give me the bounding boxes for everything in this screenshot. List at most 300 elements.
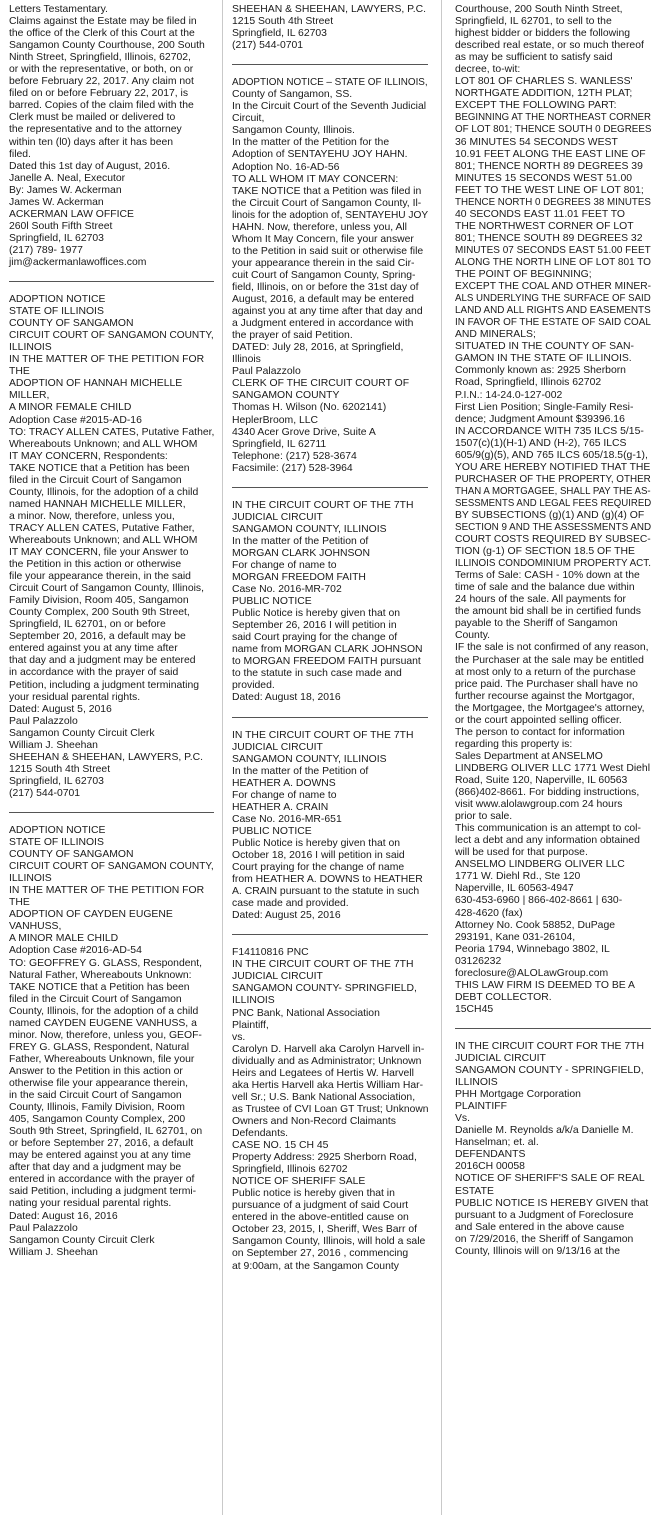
notice-line: August, 2016, a default may be entered <box>232 294 414 306</box>
notice-line: SANGAMON COUNTY- SPRINGFIELD, <box>232 983 417 995</box>
notice-line: PUBLIC NOTICE <box>232 596 312 608</box>
notice-line: named CAYDEN EUGENE VANHUSS, a <box>9 1017 197 1029</box>
notice-line: OF LOT 801; THENCE SOUTH 0 DEGREES <box>455 124 652 136</box>
notice-line: Dated: August 5, 2016 <box>9 703 112 715</box>
notice-line: 1771 W. Diehl Rd., Ste 120 <box>455 871 581 883</box>
notice-line: dence; Judgment Amount $39396.16 <box>455 413 625 425</box>
notice-line: 1215 South 4th Street <box>9 763 111 775</box>
notice-line: will be used for that purpose. <box>455 847 588 859</box>
notice-line: payable to the Sheriff of Sangamon <box>455 618 618 630</box>
notice-line: Sangamon County Courthouse, 200 South <box>9 40 205 52</box>
notice-line: 2016CH 00058 <box>455 1161 525 1173</box>
notice-line: Springfield, IL 62703 <box>232 28 327 40</box>
notice-line: cuit Court of Sangamon County, Spring- <box>232 269 416 281</box>
notice-line: A MINOR FEMALE CHILD <box>9 402 132 414</box>
notice-line: in the said Circuit Court of Sangamon <box>9 1090 182 1102</box>
notice-line: Facsimile: (217) 528-3964 <box>232 462 353 474</box>
notice-line: named HANNAH MICHELLE MILLER, <box>9 498 186 510</box>
notice-line: PUBLIC NOTICE IS HEREBY GIVEN that <box>455 1197 649 1209</box>
notice-line: ESTATE <box>455 1185 494 1197</box>
notice-line: ALONG THE NORTH LINE OF LOT 801 TO <box>455 256 651 268</box>
notice-line: MILLER, <box>9 390 50 402</box>
notice-line: William J. Sheehan <box>9 1246 98 1258</box>
notice-line: Whereabouts Unknown; and ALL WHOM <box>9 534 198 546</box>
notice-line: pursuant to a Judgment of Foreclosure <box>455 1209 634 1221</box>
notice-line: as may be sufficient to satisfy said <box>455 52 613 64</box>
notice-line: By: James W. Ackerman <box>9 184 122 196</box>
notice-line: or the court appointed selling officer. <box>455 714 622 726</box>
notice-line: 605/9(g)(5), AND 765 ILCS 605/18.5(g-1), <box>455 449 648 461</box>
notice-separator <box>9 281 214 282</box>
notice-line: the amount bid shall be in certified funds <box>455 606 641 618</box>
notice-line: within ten (l0) days after it has been <box>9 136 174 148</box>
notice-line: County Complex, 200 South 9th Street, <box>9 607 190 619</box>
notice-line: or before September 27, 2016, a default <box>9 1138 194 1150</box>
notice-line: A. CRAIN pursuant to the statute in such <box>232 886 420 898</box>
notice-line: County, Illinois will on 9/13/16 at the <box>455 1245 620 1257</box>
notice-separator <box>455 1028 651 1029</box>
notice-line: STATE OF ILLINOIS <box>9 837 104 849</box>
notice-line: described real estate, or so much thereof <box>455 40 644 52</box>
notice-line: LAND AND ALL RIGHTS AND EASEMENTS <box>455 305 651 317</box>
notice-line: Clerk must be mailed or delivered to <box>9 112 176 124</box>
notice-line: HAHN. Now, therefore, unless you, All <box>232 221 407 233</box>
notice-line: aka Hertis Harvell aka Hertis William Har- <box>232 1079 424 1091</box>
notice-line: 10.91 FEET ALONG THE EAST LINE OF <box>455 148 646 160</box>
notice-line: Public notice is hereby given that in <box>232 1188 395 1200</box>
notice-line: Road, Springfield, Illinois 62702 <box>455 377 602 389</box>
legal-notice <box>9 294 214 800</box>
notice-line: Court praying for the change of name <box>232 862 405 874</box>
legal-notice <box>232 730 428 923</box>
notice-line: nating your residual parental rights. <box>9 1198 172 1210</box>
notice-line: vs. <box>232 1031 246 1043</box>
notice-line: Answer to the Petition in this action or <box>9 1065 183 1077</box>
notice-line: that day and a judgment may be entered <box>9 655 196 667</box>
notice-line: 03126232 <box>455 955 502 967</box>
notice-line: linois for the adoption of, SENTAYEHU JOY <box>232 209 429 221</box>
notice-line: entered against you at any time after <box>9 643 178 655</box>
notice-line: pursuance of a judgment of said Court <box>232 1200 409 1212</box>
notice-line: Public Notice is hereby given that on <box>232 608 401 620</box>
notice-line: Springfield, IL 62711 <box>232 438 327 450</box>
notice-line: DEFENDANTS <box>455 1149 526 1161</box>
notice-line: IN FAVOR OF THE ESTATE OF SAID COAL <box>455 317 651 329</box>
notice-line: 428-4620 (fax) <box>455 907 523 919</box>
notice-line: SITUATED IN THE COUNTY OF SAN- <box>455 341 634 353</box>
notice-line: In the matter of the Petition of <box>232 765 369 777</box>
notice-line: ILLINOIS <box>455 1077 498 1089</box>
notice-line: Naperville, IL 60563-4947 <box>455 883 574 895</box>
notice-line: Springfield, IL 62701, to sell to the <box>455 16 612 28</box>
notice-line: MORGAN FREEDOM FAITH <box>232 572 366 584</box>
notice-line: SECTION 9 AND THE ASSESSMENTS AND <box>455 522 652 534</box>
notice-line: at most only to a return of the purchase <box>455 666 636 678</box>
notice-line: Owners and Non-Record Claimants <box>232 1115 397 1127</box>
notice-line: file your appearance therein, in the said <box>9 571 191 583</box>
notice-line: (866)402-8661. For bidding instructions, <box>455 787 640 799</box>
notice-line: prior to sale. <box>455 811 513 823</box>
notice-line: (217) 544-0701 <box>232 40 304 52</box>
notice-separator <box>9 812 214 813</box>
legal-notice <box>9 825 214 1259</box>
notice-line: your residual parental rights. <box>9 691 141 703</box>
notice-line: ADOPTION NOTICE – STATE OF ILLINOIS, <box>232 77 428 89</box>
notice-line: filed on or before February 22, 2017, is <box>9 88 189 100</box>
notice-line: County, Illinois, for the adoption of a child <box>9 1005 199 1017</box>
notice-line: NORTHGATE ADDITION, 12TH PLAT; <box>455 88 633 100</box>
notice-line: Defendants. <box>232 1127 289 1139</box>
notice-line: 801; THENCE SOUTH 89 DEGREES 32 <box>455 232 643 244</box>
notice-line: THE POINT OF BEGINNING; <box>455 269 592 281</box>
notice-line: Whereabouts Unknown; and ALL WHOM <box>9 438 198 450</box>
notice-line: said Petition, including a judgment termi- <box>9 1186 197 1198</box>
notice-line: entered in accordance with the prayer of <box>9 1174 195 1186</box>
notice-line: may be entered against you at any time <box>9 1150 191 1162</box>
notice-line: SHEEHAN & SHEEHAN, LAWYERS, P.C. <box>232 4 427 15</box>
notice-line: 801; THENCE NORTH 89 DEGREES 39 <box>455 160 643 172</box>
notice-line: ADOPTION OF CAYDEN EUGENE <box>9 909 173 921</box>
notice-line: VANHUSS, <box>9 921 62 933</box>
notice-line: F14110816 PNC <box>232 947 309 959</box>
notice-line: CLERK OF THE CIRCUIT COURT OF <box>232 378 410 390</box>
notice-line: NOTICE OF SHERIFF'S SALE OF REAL <box>455 1173 645 1185</box>
notice-line: JUDICIAL CIRCUIT <box>455 1052 546 1064</box>
notice-line: EXCEPT THE COAL AND OTHER MINER- <box>455 281 652 293</box>
notice-line: Attorney No. Cook 58852, DuPage <box>455 919 615 931</box>
notice-line: Thomas H. Wilson (No. 6202141) <box>232 402 387 414</box>
notice-line: James W. Ackerman <box>9 196 104 208</box>
notice-line: THE <box>9 366 30 378</box>
notice-line: September 20, 2016, a default may be <box>9 631 186 643</box>
notice-line: regarding this property is: <box>455 738 573 750</box>
notice-line: In the matter of the Petition for the <box>232 137 390 149</box>
notice-line: TO: TRACY ALLEN CATES, Putative Father, <box>9 426 215 438</box>
notice-line: ALS UNDERLYING THE SURFACE OF SAID <box>455 293 651 305</box>
notice-line: County. <box>455 630 491 642</box>
notice-line: Sangamon County Circuit Clerk <box>9 727 155 739</box>
notice-line: MINUTES 15 SECONDS WEST 51.00 <box>455 172 633 184</box>
notice-line: Public Notice is hereby given that on <box>232 837 401 849</box>
notice-line: Father, Whereabouts Unknown, file your <box>9 1053 195 1065</box>
notice-line: Sangamon County Circuit Clerk <box>9 1234 155 1246</box>
notice-line: name from MORGAN CLARK JOHNSON <box>232 644 423 656</box>
notice-line: jim@ackermanlawoffices.com <box>9 256 147 268</box>
notice-line: field, Illinois, on or before the 31st day of <box>232 281 419 293</box>
notice-line: Adoption Case #2015-AD-16 <box>9 414 142 426</box>
notice-line: to the Petition in said suit or otherwise file <box>232 245 424 257</box>
notice-line: ILLINOIS <box>232 995 275 1007</box>
notice-line: highest bidder or bidders the following <box>455 28 631 40</box>
notice-line: visit www.alolawgroup.com 24 hours <box>455 799 623 811</box>
notice-line: THE <box>9 897 30 909</box>
notice-line: THE NORTHWEST CORNER OF LOT <box>455 220 634 232</box>
notice-line: 40 SECONDS EAST 11.01 FEET TO <box>455 208 625 220</box>
notice-line: SANGAMON COUNTY, ILLINOIS <box>232 523 387 535</box>
notice-line: Adoption of SENTAYEHU JOY HAHN. <box>232 149 408 161</box>
notice-line: TAKE NOTICE that a Petition has been <box>9 462 190 474</box>
notice-line: Paul Palazzolo <box>9 1222 78 1234</box>
notice-line: in accordance with the prayer of said <box>9 667 179 679</box>
legal-notice <box>232 77 428 475</box>
notice-line: IT MAY CONCERN, Respondents: <box>9 450 168 462</box>
notice-line: against you at any time after that day and <box>232 306 423 318</box>
notice-line: 260l South Fifth Street <box>9 220 113 232</box>
legal-notice <box>455 4 651 1016</box>
notice-line: LINDBERG OLIVER LLC 1771 West Diehl <box>455 762 651 774</box>
legal-notice <box>455 1041 651 1258</box>
notice-line: TO ALL WHOM IT MAY CONCERN: <box>232 173 399 185</box>
notice-line: CIRCUIT COURT OF SANGAMON COUNTY, <box>9 330 214 342</box>
notice-line: IN THE CIRCUIT COURT OF THE 7TH <box>232 729 414 741</box>
notice-line: Commonly known as: 2925 Sherborn <box>455 365 626 377</box>
notice-line: JUDICIAL CIRCUIT <box>232 511 323 523</box>
legal-notice <box>232 4 428 52</box>
notice-line: South 9th Street, Springfield, IL 62701, on <box>9 1126 203 1138</box>
notice-line: FREY G. GLASS, Respondent, Natural <box>9 1041 189 1053</box>
notice-line: Hanselman; et. al. <box>455 1137 539 1149</box>
notice-line: IN THE CIRCUIT COURT OF THE 7TH <box>232 959 414 971</box>
notice-line: IF the sale is not confirmed of any reason, <box>455 642 649 654</box>
notice-line: Illinois <box>232 354 261 366</box>
notice-line: Danielle M. Reynolds a/k/a Danielle M. <box>455 1125 634 1137</box>
notice-line: 630-453-6960 | 866-402-8661 | 630- <box>455 895 623 907</box>
column-2 <box>232 4 428 1273</box>
notice-line: Peoria 1794, Winnebago 3802, IL <box>455 943 610 955</box>
notice-line: PURCHASER OF THE PROPERTY, OTHER <box>455 473 651 485</box>
notice-line: Heirs and Legatees of Hertis W. Harvell <box>232 1067 414 1079</box>
notice-line: First Lien Position; Single-Family Resi- <box>455 401 634 413</box>
notice-line: Vs. <box>455 1113 471 1125</box>
notice-line: ADOPTION NOTICE <box>9 825 106 836</box>
notice-line: TAKE NOTICE that a Petition was filed in <box>232 185 422 197</box>
notice-line: at 9:00am, at the Sangamon County <box>232 1260 399 1272</box>
column-3 <box>455 4 651 1258</box>
column-divider <box>441 0 442 1515</box>
notice-line: Adoption No. 16-AD-56 <box>232 161 340 173</box>
notice-line: otherwise file your appearance therein, <box>9 1077 189 1089</box>
notice-line: Janelle A. Neal, Executor <box>9 172 126 184</box>
notice-line: 36 MINUTES 54 SECONDS WEST <box>455 136 618 148</box>
notice-line: Paul Palazzolo <box>9 715 78 727</box>
notice-line: the prayer of said Petition. <box>232 330 353 342</box>
notice-line: decree, to-wit: <box>455 64 521 76</box>
notice-line: SANGAMON COUNTY, ILLINOIS <box>232 753 387 765</box>
notice-line: the Mortgagee, the Mortgagee's attorney, <box>455 702 645 714</box>
notice-line: TO: GEOFFREY G. GLASS, Respondent, <box>9 957 203 969</box>
notice-line: Dated: August 16, 2016 <box>9 1210 118 1222</box>
notice-line: Dated: August 18, 2016 <box>232 692 341 704</box>
notice-line: A MINOR MALE CHILD <box>9 933 119 945</box>
legal-notice <box>232 947 428 1272</box>
notice-line: HEATHER A. CRAIN <box>232 801 329 813</box>
notice-line: October 23, 2015, I, Sheriff, Wes Barr of <box>232 1224 418 1236</box>
notice-line: TAKE NOTICE that a Petition has been <box>9 981 190 993</box>
notice-line: vell Sr.; U.S. Bank National Association, <box>232 1091 416 1103</box>
notice-line: filed. <box>9 148 31 160</box>
notice-separator <box>232 934 428 935</box>
notice-line: STATE OF ILLINOIS <box>9 306 104 318</box>
notice-line: TION (g-1) OF SECTION 18.5 OF THE <box>455 546 635 558</box>
notice-line: Springfield, IL 62703 <box>9 775 104 787</box>
notice-line: Plaintiff, <box>232 1019 269 1031</box>
notice-line: to the statute in such case made and <box>232 668 402 680</box>
notice-line: minor. Now, therefore, unless you, GEOF- <box>9 1029 202 1041</box>
notice-line: 405, Sangamon County Complex, 200 <box>9 1114 186 1126</box>
notice-line: 1507(c)(1)(H-1) AND (H-2), 765 ILCS <box>455 437 627 449</box>
notice-line: Circuit Court of Sangamon County, Illinois, <box>9 583 205 595</box>
notice-line: HEATHER A. DOWNS <box>232 777 336 789</box>
notice-line: 15CH45 <box>455 1003 494 1015</box>
column-divider <box>222 0 223 1515</box>
notice-line: IN ACCORDANCE WITH 735 ILCS 5/15- <box>455 425 644 437</box>
notice-line: foreclosure@ALOLawGroup.com <box>455 967 609 979</box>
notice-line: Whom It May Concern, file your answer <box>232 233 414 245</box>
notice-line: This communication is an attempt to col- <box>455 823 641 835</box>
notice-line: COURT COSTS REQUIRED BY SUBSEC- <box>455 534 651 546</box>
notice-line: Letters Testamentary. <box>9 4 108 15</box>
notice-line: Carolyn D. Harvell aka Carolyn Harvell in- <box>232 1043 425 1055</box>
notice-line: ADOPTION OF HANNAH MICHELLE <box>9 378 183 390</box>
notice-line: SANGAMON COUNTY - SPRINGFIELD, <box>455 1065 644 1077</box>
notice-line: barred. Copies of the claim filed with the <box>9 100 194 112</box>
notice-line: Petition, including a judgment terminating <box>9 679 200 691</box>
notice-line: the Petition in this action or otherwise <box>9 559 182 571</box>
notice-line: ACKERMAN LAW OFFICE <box>9 208 134 220</box>
notice-line: County, Illinois, Family Division, Room <box>9 1102 185 1114</box>
notice-line: MINUTES 07 SECONDS EAST 51.00 FEET <box>455 244 651 256</box>
notice-line: PUBLIC NOTICE <box>232 825 312 837</box>
notice-line: SHEEHAN & SHEEHAN, LAWYERS, P.C. <box>9 751 204 763</box>
notice-line: October 18, 2016 I will petition in said <box>232 850 405 861</box>
notice-line: a Judgment entered in accordance with <box>232 318 414 330</box>
notice-line: (217) 789- 1977 <box>9 244 83 256</box>
notice-line: IN THE CIRCUIT COURT OF THE 7TH <box>232 499 414 511</box>
notice-line: P.I.N.: 14-24.0-127-002 <box>455 389 563 401</box>
notice-line: a minor. Now, therefore, unless you, <box>9 510 175 522</box>
notice-line: dividually and as Administrator; Unknown <box>232 1055 422 1067</box>
notice-line: 293191, Kane 031-26104, <box>455 931 576 943</box>
notice-line: Dated: August 25, 2016 <box>232 910 341 922</box>
notice-line: Road, Suite 120, Naperville, IL 60563 <box>455 775 628 786</box>
notice-line: JUDICIAL CIRCUIT <box>232 971 323 983</box>
notice-line: GAMON IN THE STATE OF ILLINOIS. <box>455 353 632 365</box>
notice-line: MORGAN CLARK JOHNSON <box>232 547 370 559</box>
notice-line: to MORGAN FREEDOM FAITH pursuant <box>232 656 421 668</box>
legal-notice <box>9 4 214 269</box>
notice-line: In the matter of the Petition of <box>232 535 369 547</box>
notice-line: The person to contact for information <box>455 726 625 738</box>
notice-line: after that day and a judgment may be <box>9 1162 182 1174</box>
notice-line: on September 27, 2016 , commencing <box>232 1248 409 1260</box>
notice-separator <box>232 64 428 65</box>
notice-line: YOU ARE HEREBY NOTIFIED THAT THE <box>455 461 651 473</box>
notice-line: the Circuit Court of Sangamon County, Il- <box>232 197 422 209</box>
notice-line: 1215 South 4th Street <box>232 16 334 28</box>
notice-line: lect a debt and any information obtained <box>455 835 640 847</box>
notice-line: Circuit, <box>232 113 265 125</box>
notice-separator <box>232 487 428 488</box>
notice-line: Telephone: (217) 528-3674 <box>232 450 357 462</box>
notice-line: TRACY ALLEN CATES, Putative Father, <box>9 522 195 534</box>
notice-line: entered in the above-entitled cause on <box>232 1212 409 1224</box>
notice-line: Paul Palazzolo <box>232 366 301 378</box>
notice-line: on 7/29/2016, the Sheriff of Sangamon <box>455 1233 634 1245</box>
notice-line: Sangamon County, Illinois, will hold a sale <box>232 1236 426 1248</box>
notice-line: provided. <box>232 680 275 692</box>
notice-line: Terms of Sale: CASH - 10% down at the <box>455 570 640 582</box>
notice-line: filed in the Circuit Court of Sangamon <box>9 993 182 1005</box>
notice-line: before February 22, 2017. Any claim not <box>9 76 194 88</box>
notice-line: and Sale entered in the above cause <box>455 1221 625 1233</box>
notice-line: SANGAMON COUNTY <box>232 390 340 402</box>
notice-line: Springfield, IL 62703 <box>9 232 104 244</box>
notice-line: THAN A MORTGAGEE, SHALL PAY THE AS- <box>455 485 651 497</box>
notice-line: DEBT COLLECTOR. <box>455 991 552 1003</box>
notice-line: ILLINOIS <box>9 342 52 354</box>
notice-line: PHH Mortgage Corporation <box>455 1089 581 1101</box>
notice-line: ANSELMO LINDBERG OLIVER LLC <box>455 859 625 871</box>
notice-line: AND MINERALS; <box>455 329 536 341</box>
notice-line: THIS LAW FIRM IS DEEMED TO BE A <box>455 979 635 991</box>
notice-line: CIRCUIT COURT OF SANGAMON COUNTY, <box>9 861 214 873</box>
notice-line: THENCE NORTH 0 DEGREES 38 MINUTES <box>455 196 651 208</box>
notice-line: Springfield, IL 62701, on or before <box>9 619 166 631</box>
notice-line: time of sale and the balance due within <box>455 582 635 594</box>
notice-line: the Purchaser at the sale may be entitled <box>455 654 644 666</box>
notice-line: further recourse against the Mortgagor, <box>455 690 635 702</box>
legal-notice <box>232 500 428 705</box>
notice-line: Sales Department at ANSELMO <box>455 750 603 762</box>
notice-line: IT MAY CONCERN, file your Answer to <box>9 547 189 559</box>
notice-line: BY SUBSECTIONS (g)(1) AND (g)(4) OF <box>455 509 645 521</box>
notice-line: County, Illinois, for the adoption of a child <box>9 486 199 498</box>
notice-line: Ninth Street, Springfield, Illinois, 62702, <box>9 52 191 64</box>
notice-line: as Trustee of CVI Loan GT Trust; Unknown <box>232 1103 429 1115</box>
notice-line: Case No. 2016-MR-651 <box>232 813 342 825</box>
notice-line: For change of name to <box>232 789 337 801</box>
notice-line: Courthouse, 200 South Ninth Street, <box>455 4 623 15</box>
notice-line: IN THE MATTER OF THE PETITION FOR <box>9 885 205 897</box>
notice-line: HeplerBroom, LLC <box>232 414 319 426</box>
notice-line: IN THE MATTER OF THE PETITION FOR <box>9 354 205 366</box>
notice-line: Case No. 2016-MR-702 <box>232 584 342 596</box>
notice-line: (217) 544-0701 <box>9 787 81 799</box>
notice-line: FEET TO THE WEST LINE OF LOT 801; <box>455 184 644 196</box>
notice-line: your appearance therein in the said Cir- <box>232 257 415 269</box>
notice-line: Property Address: 2925 Sherborn Road, <box>232 1152 417 1164</box>
notice-line: filed in the Circuit Court of Sangamon <box>9 474 182 486</box>
notice-line: from HEATHER A. DOWNS to HEATHER <box>232 874 423 886</box>
notice-line: Natural Father, Whereabouts Unknown: <box>9 969 192 981</box>
notice-line: 4340 Acer Grove Drive, Suite A <box>232 426 376 438</box>
notice-line: IN THE CIRCUIT COURT FOR THE 7TH <box>455 1040 644 1052</box>
notice-line: ADOPTION NOTICE <box>9 294 106 306</box>
notice-line: case made and provided. <box>232 898 349 910</box>
notice-line: In the Circuit Court of the Seventh Judicial <box>232 101 427 113</box>
notice-line: Claims against the Estate may be filed in <box>9 16 197 28</box>
notice-line: September 26, 2016 I will petition in <box>232 620 397 632</box>
notice-line: PLAINTIFF <box>455 1101 507 1113</box>
notice-line: or with the representative, or both, on or <box>9 64 194 76</box>
notice-line: ILLINOIS <box>9 873 52 885</box>
notice-line: COUNTY OF SANGAMON <box>9 318 134 330</box>
notice-line: BEGINNING AT THE NORTHEAST CORNER <box>455 112 651 124</box>
notice-line: Springfield, Illinois 62702 <box>232 1164 348 1176</box>
notice-line: ILLINOIS CONDOMINIUM PROPERTY ACT. <box>455 558 651 570</box>
notice-line: the office of the Clerk of this Court at the <box>9 28 195 40</box>
notice-line: COUNTY OF SANGAMON <box>9 849 134 861</box>
